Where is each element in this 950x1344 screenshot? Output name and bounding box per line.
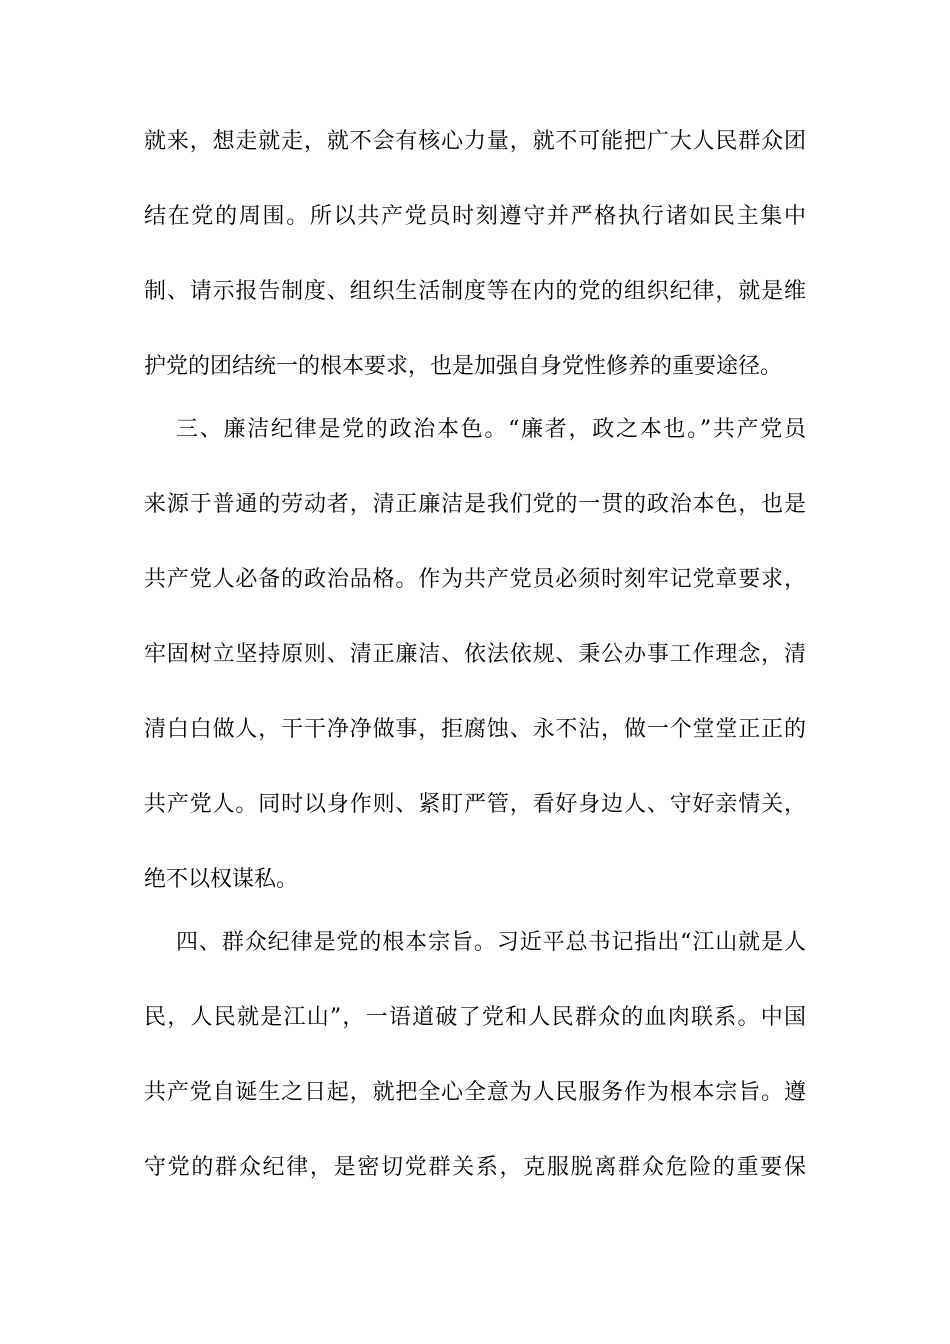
paragraph-mass-discipline [144, 905, 806, 1205]
paragraph-heading-line: 三、廉洁纪律是党的政治本色。“廉者，政之本也。”共产党员 [176, 417, 806, 442]
paragraph-integrity-discipline [144, 392, 806, 917]
text-line: 牢固树立坚持原则、清正廉洁、依法依规、秉公办事工作理念，清 [144, 642, 806, 667]
text-line: 民，人民就是江山”，一语道破了党和人民群众的血肉联系。中国 [144, 1005, 806, 1030]
text-line: 共产党自诞生之日起，就把全心全意为人民服务作为根本宗旨。遵 [144, 1080, 806, 1105]
text-line: 绝不以权谋私。 [144, 867, 299, 892]
text-line: 共产党人。同时以身作则、紧盯严管，看好身边人、守好亲情关， [144, 792, 806, 817]
text-line: 来源于普通的劳动者，清正廉洁是我们党的一贯的政治本色，也是 [144, 492, 806, 517]
text-line: 结在党的周围。所以共产党员时刻遵守并严格执行诸如民主集中 [144, 204, 806, 229]
text-line: 制、请示报告制度、组织生活制度等在内的党的组织纪律，就是维 [144, 279, 806, 304]
document-body [144, 104, 806, 1205]
paragraph-organizational-discipline-continued [144, 104, 806, 404]
text-line: 就来，想走就走，就不会有核心力量，就不可能把广大人民群众团 [144, 129, 806, 154]
text-line: 清白白做人，干干净净做事，拒腐蚀、永不沾，做一个堂堂正正的 [144, 717, 806, 742]
paragraph-heading-line: 四、群众纪律是党的根本宗旨。习近平总书记指出“江山就是人 [176, 930, 806, 955]
text-line: 护党的团结统一的根本要求，也是加强自身党性修养的重要途径。 [144, 354, 783, 379]
text-line: 共产党人必备的政治品格。作为共产党员必须时刻牢记党章要求， [144, 567, 806, 592]
text-line: 守党的群众纪律，是密切党群关系，克服脱离群众危险的重要保 [144, 1155, 806, 1180]
